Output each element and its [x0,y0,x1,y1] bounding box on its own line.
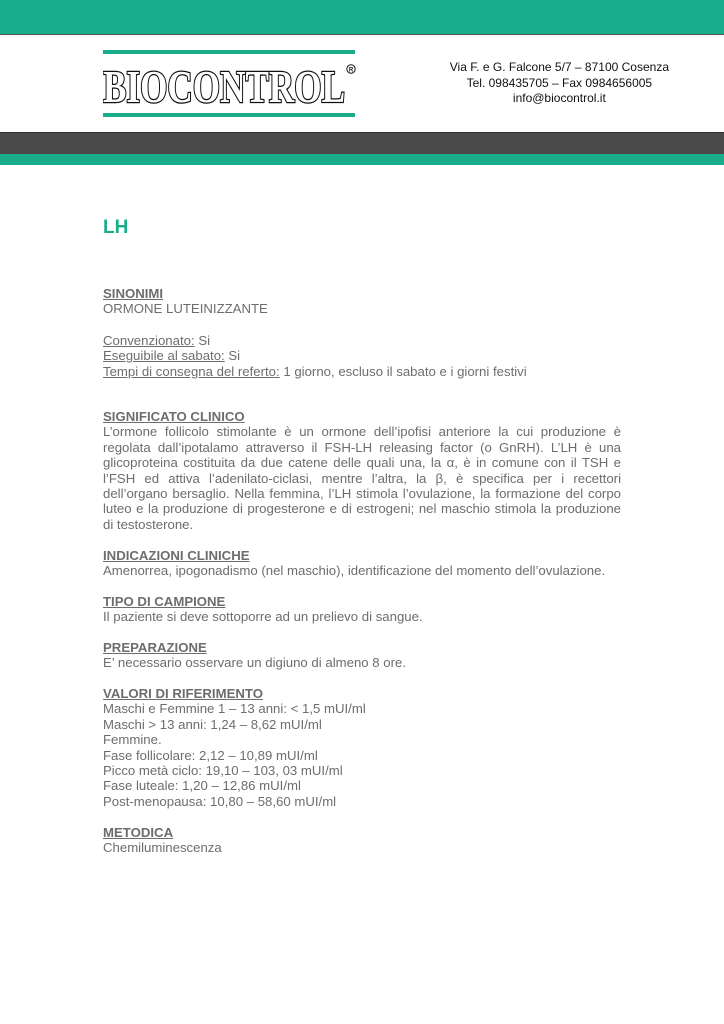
metodica-heading: METODICA [103,825,174,840]
valori-line: Fase follicolare: 2,12 – 10,89 mUI/ml [103,747,318,763]
dark-band [0,132,724,154]
contact-block [450,60,669,107]
section-preparazione [103,640,621,671]
phones: Tel. 098435705 – Fax 0984656005 [466,75,653,90]
section-indicazioni [103,548,621,579]
metodica-text: Chemiluminescenza [103,840,222,856]
valori-line: Picco metà ciclo: 19,10 – 103, 03 mUI/ml [103,763,343,779]
info-sabato: Eseguibile al sabato: Si [103,348,241,364]
sinonimi-text: ORMONE LUTEINIZZANTE [103,301,268,317]
indicazioni-text: Amenorrea, ipogonadismo (nel maschio), identificazione del momento dell’ovulazione. [103,563,606,579]
valori-line: Fase luteale: 1,20 – 12,86 mUI/ml [103,778,301,794]
info-convenzionato: Convenzionato: Si [103,333,211,348]
section-sinonimi [103,286,621,317]
biocontrol-logo [103,50,357,118]
logo-wordmark: BIOCONTROL [103,61,345,112]
campione-text: Il paziente si deve sottoporre ad un prelievo di sangue. [103,609,423,625]
top-color-band [0,0,724,35]
preparazione-heading: PREPARAZIONE [103,640,207,655]
valori-line: Maschi e Femmine 1 – 13 anni: < 1,5 mUI/ml [103,701,366,717]
green-band [0,154,724,165]
info-tempi: Tempi di consegna del referto: 1 giorno, escluso il sabato e i giorni festivi [103,363,527,379]
svg-text:R: R [348,67,354,74]
valori-line: Maschi > 13 anni: 1,24 – 8,62 mUI/ml [103,716,322,732]
significato-text: L’ormone follicolo stimolante è un ormone dell’ipofisi anteriore la cui produzione è regolata dall’ipotalamo attraverso il FSH-LH releasing factor (o GnRH). L’LH è una glicoproteina costituita da due catene delle quali una, la α, è in comune con il TSH e l’FSH ed attiva l’adenilato-ciclasi, mentre l’altra, la β, è specifica per i recettori dell’organo bersaglio. Nella femmina, l’LH stimola l’ovulazione, la formazione del corpo luteo e la produzione di progesterone e di estrogeni; nel maschio stimola la produzione di testosterone. [103,424,621,532]
address: Via F. e G. Falcone 5/7 – 87100 Cosenza [449,60,669,74]
valori-heading: VALORI DI RIFERIMENTO [103,686,263,701]
valori-line: Femmine. [103,732,162,748]
preparazione-text: E’ necessario osservare un digiuno di almeno 8 ore. [103,655,406,671]
valori-line: Post-menopausa: 10,80 – 58,60 mUI/ml [103,793,337,809]
indicazioni-heading: INDICAZIONI CLINICHE [103,548,250,563]
section-info [103,333,621,379]
section-campione [103,594,621,625]
section-metodica [103,825,621,856]
significato-heading: SIGNIFICATO CLINICO [103,409,245,424]
sinonimi-heading: SINONIMI [103,286,164,301]
document-title: LH [103,217,129,238]
section-valori [103,686,621,809]
email: info@biocontrol.it [512,91,606,105]
section-significato [103,409,621,532]
campione-heading: TIPO DI CAMPIONE [103,594,226,609]
